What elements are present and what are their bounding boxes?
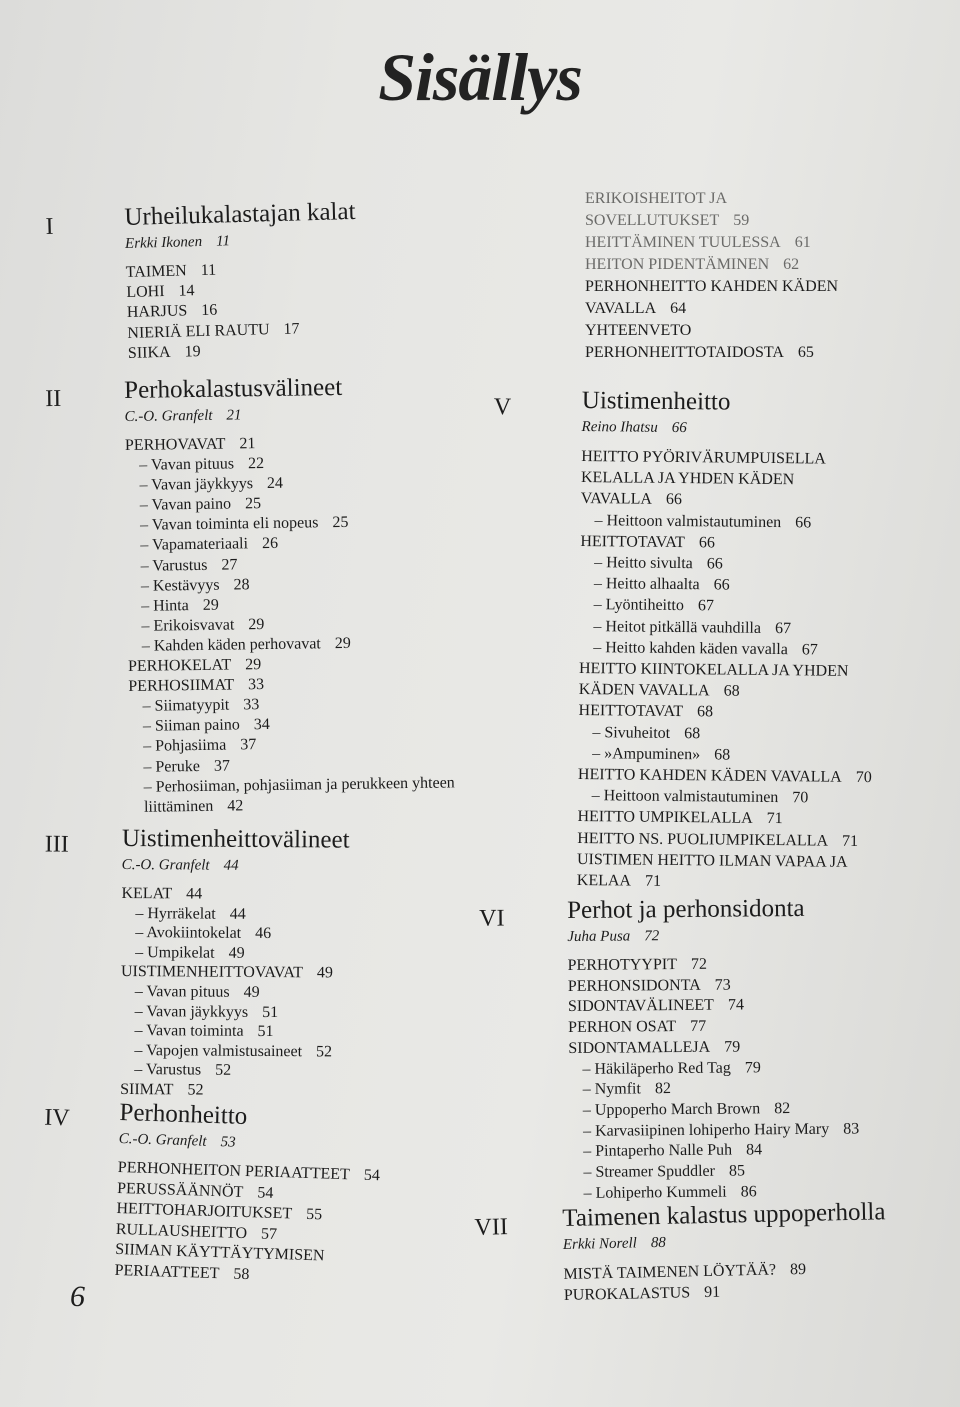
section-title: Perhokalastusvälineet [124,373,343,404]
entry-page: 68 [714,746,731,764]
entry-text: HEITTÄMINEN TUULESSA [585,234,781,251]
entry-text: – Avokiintokelat [135,924,242,943]
toc-entry [579,658,873,703]
toc-entry [579,637,873,661]
entry-text: PERHON OSAT [568,1018,677,1037]
entry-page: 34 [253,716,270,734]
toc-entry [578,700,872,724]
author-page: 88 [650,1234,667,1252]
page-heading: Sisällys [378,39,582,115]
toc-entry [569,1140,859,1163]
section-author [581,416,875,441]
entry-page: 59 [733,212,750,229]
entry-page: 51 [257,1023,274,1041]
entry-text: – Pohjasiima [143,737,227,756]
entry-text: – Häkiläperho Red Tag [582,1059,731,1078]
entry-page: 68 [684,724,701,742]
entry-text: – Lyöntiheitto [593,596,685,615]
entry-page: 44 [186,885,203,903]
entry-page: 33 [248,676,265,694]
entry-text: SIIMAN KÄYTTÄYTYMISEN PERIAATTEET [114,1240,325,1282]
entry-page: 52 [187,1081,204,1099]
entry-page: 49 [243,983,260,1001]
entry-page: 66 [706,555,723,573]
entry-page: 29 [202,596,219,614]
entry-page: 16 [201,302,218,320]
author-name: Erkki Norell [562,1235,638,1253]
entry-text: HEITON PIDENTÄMINEN [585,256,770,273]
entry-text: – Karvasiipinen lohiperho Hairy Mary [582,1120,830,1140]
section-title: Uistimenheittovälineet [121,825,350,854]
entry-page: 79 [744,1058,761,1076]
section-author [122,854,350,878]
entry-text: – Perhosiiman, pohjasiiman ja perukkeen yhteen liittäminen [143,774,455,816]
entry-page: 17 [283,320,300,338]
entry-page: 51 [262,1003,279,1021]
entry-text: – »Ampuminen» [592,744,701,764]
section-author [125,227,357,255]
toc-entry [585,320,838,364]
entry-page: 11 [200,261,217,280]
toc-entry [580,552,874,576]
entry-text: UISTIMENHEITTOVAVAT [120,963,303,982]
entry-page: 29 [248,615,265,634]
author-name: Juha Pusa [567,928,631,945]
entry-text: PERHOVAVAT [124,435,226,454]
author-name: Reino Ihatsu [581,418,658,436]
entry-page: 57 [260,1225,278,1243]
toc-entry [120,1080,348,1101]
entry-page: 22 [247,455,265,473]
toc-section [45,371,455,817]
entry-text: – Vapamateriaali [140,535,249,555]
entry-page: 73 [714,976,731,994]
entry-page: 52 [316,1043,333,1061]
entry-text: – Heitto alhaalta [593,575,700,594]
entry-page: 64 [670,300,687,317]
author-name: C.-O. Granfelt [118,1130,207,1150]
entry-page: 72 [690,955,708,973]
entry-page: 71 [766,810,783,828]
entry-page: 74 [727,996,745,1015]
entry-page: 25 [332,514,349,532]
entry-page: 55 [305,1205,323,1224]
entry-page: 67 [697,597,715,615]
author-page: 53 [220,1134,236,1151]
entry-text: – Vavan toiminta eli nopeus [139,514,319,535]
entry-text: HEITTO KAHDEN KÄDEN VAVALLA [577,766,842,786]
entry-text: – Umpikelat [135,943,215,962]
entry-text: PUROKALASTUS [563,1284,691,1304]
entry-text: – Kestävyys [140,576,220,595]
toc-entry [585,276,838,320]
toc-entry [585,232,838,254]
entry-page: 89 [789,1260,807,1279]
author-page: 44 [223,857,239,874]
toc-entry [120,1021,348,1042]
toc-section [479,893,860,1204]
toc-section [474,1197,887,1306]
entry-text: – Sivuheitot [592,723,671,742]
entry-page: 91 [703,1283,721,1302]
entry-page: 19 [184,342,201,361]
entry-text: SIIKA [127,343,171,362]
toc-entry [580,594,874,618]
toc-section [45,197,359,364]
entry-page: 82 [654,1080,671,1098]
entry-page: 42 [227,797,244,815]
section-title: Taimenen kalastus uppoperholla [562,1198,886,1232]
entry-page: 62 [783,256,800,273]
entry-page: 54 [363,1166,381,1185]
entry-text: – Siimatyypit [142,696,230,715]
toc-entry [568,995,858,1018]
entry-text: – Vavan jäykkyys [134,1002,249,1021]
entry-text: HEITTO PYÖRIVÄRUMPUISELLA KELALLA JA YHDEN KÄDEN VAVALLA [580,447,826,509]
toc-entry [577,806,871,830]
entry-text: HEITTOHARJOITUKSET [116,1199,293,1223]
section-numeral: II [45,385,62,413]
toc-entry [130,773,456,818]
toc-entry [121,904,349,925]
toc-entry [569,1160,859,1183]
author-page: 72 [644,928,660,945]
entry-text: HEITTOTAVAT [578,702,684,721]
entry-text: – Heittoon valmistautuminen [591,787,779,807]
entry-text: – Vavan jäykkyys [139,475,254,494]
entry-text: – Pintaperho Nalle Puh [583,1141,733,1161]
entry-text: – Varustus [140,556,208,575]
section-numeral: VI [479,905,505,932]
entry-text: PERHONHEITON PERIAATTEET [117,1158,351,1184]
entry-text: LOHI [126,283,165,302]
entry-text: PERHOTYYPIT [567,956,678,974]
entry-text: ERIKOISHEITOT JA SOVELLUTUKSET [585,190,728,229]
author-page: 11 [215,233,231,250]
entry-text: HEITTO UMPIKELALLA [577,808,753,828]
entry-text: NIERIÄ ELI RAUTU [127,320,270,342]
entry-text: HEITTO KIINTOKELALLA JA YHDEN KÄDEN VAVALLA [578,660,849,700]
entry-text: PERHOKELAT [127,656,232,676]
toc-entry [121,884,349,905]
author-name: Erkki Ikonen [124,233,203,252]
toc-entry [568,974,858,997]
toc-entry [569,1078,859,1101]
section-numeral: III [44,831,69,858]
entry-text: – Uppoperho March Brown [582,1100,761,1119]
toc-entry [568,953,858,976]
toc-entry [585,188,838,232]
toc-entry [577,828,871,852]
entry-page: 46 [255,925,272,943]
entry-page: 28 [233,575,250,594]
entry-page: 37 [240,736,257,754]
toc-entry [114,1240,377,1289]
entry-page: 84 [746,1141,763,1159]
entry-page: 86 [740,1183,757,1201]
entry-text: – Heitto kahden käden vavalla [593,638,788,658]
toc-entry [568,1036,858,1059]
entry-text: SIDONTAMALLEJA [568,1038,711,1057]
entry-page: 66 [713,576,730,594]
toc-entry [120,1041,348,1062]
entry-page: 66 [665,491,683,509]
entry-text: – Vavan paino [139,495,232,515]
entry-page: 68 [697,703,714,721]
entry-text: YHTEENVETO PERHONHEITTOTAIDOSTA [585,322,784,361]
entry-text: – Hinta [141,596,189,615]
entry-text: PERHONHEITTO KAHDEN KÄDEN VAVALLA [585,278,839,317]
entry-text: – Vavan pituus [134,983,230,1001]
entry-text: HEITTO NS. PUOLIUMPIKELALLA [577,829,829,850]
toc-entry [578,764,872,788]
author-page: 21 [226,407,242,424]
section-title: Perhonheitto [119,1098,248,1130]
entry-text: PERHOSIIMAT [128,676,235,696]
toc-entry [581,446,876,513]
section-numeral: V [493,394,512,421]
entry-text: – Nymfit [582,1080,641,1099]
author-name: C.-O. Granfelt [121,856,210,874]
section-author [124,401,449,428]
entry-text: – Peruke [143,757,201,776]
entry-text: SIIMAT [120,1080,174,1099]
section-title: Perhot ja perhonsidonta [567,894,805,924]
entry-page: 54 [257,1183,274,1202]
entry-text: SIDONTAVÄLINEET [567,997,715,1016]
toc-entry [585,254,838,276]
entry-page: 58 [233,1265,250,1283]
entry-page: 21 [239,435,256,453]
toc-entry [580,573,874,597]
entry-page: 71 [644,872,662,890]
toc-entry [121,923,349,944]
entry-page: 79 [724,1038,741,1056]
toc-section [493,386,876,894]
toc-entry [578,743,872,767]
entry-text: TAIMEN [125,262,187,281]
entry-page: 37 [213,757,231,775]
page-number: 6 [70,1280,85,1313]
entry-page: 66 [795,513,812,532]
toc-entry [121,943,349,964]
entry-page: 67 [801,641,818,659]
entry-page: 33 [243,696,260,714]
toc-entry [577,849,871,894]
entry-page: 49 [228,944,245,962]
entry-page: 29 [334,634,351,653]
entry-page: 68 [723,682,740,700]
entry-page: 61 [794,234,811,251]
section-numeral: I [45,213,54,241]
entry-text: MISTÄ TAIMENEN LÖYTÄÄ? [563,1261,777,1283]
entry-page: 66 [698,534,715,552]
toc-entry [578,785,872,809]
entry-text: – Heitto sivulta [594,554,693,573]
toc-section [43,1098,382,1289]
entry-text: – Vavan pituus [139,455,235,474]
toc-entry [121,962,349,983]
entry-text: – Varustus [134,1061,202,1079]
entry-text: HEITTOTAVAT [580,532,685,551]
toc-entry [568,1057,858,1080]
toc-entry [568,1016,858,1039]
toc-entry [580,531,874,555]
continuation-block [585,188,838,364]
entry-text: KELAT [121,884,173,903]
entry-page: 70 [855,768,872,787]
author-name: C.-O. Granfelt [124,407,213,425]
entry-page: 65 [797,344,814,361]
toc-entry [121,982,349,1003]
entry-page: 44 [229,905,246,923]
entry-page: 67 [774,619,792,637]
toc-entry [569,1119,859,1142]
toc-entry [120,1060,348,1081]
toc-entry [579,616,873,640]
entry-text: – Vavan toiminta [134,1022,244,1041]
entry-text: – Kahden käden perhovavat [141,635,321,655]
section-title: Uistimenheitto [581,386,731,416]
toc-entry [569,1098,859,1121]
entry-page: 82 [774,1099,791,1118]
entry-text: – Lohiperho Kummeli [583,1183,727,1202]
entry-page: 14 [178,282,195,300]
entry-text: – Siiman paino [142,716,240,736]
entry-page: 85 [728,1162,746,1180]
toc-entry [121,1002,349,1023]
entry-text: UISTIMEN HEITTO ILMAN VAPAA JA KELAA [576,850,848,890]
toc-entry [578,722,872,746]
toc-entry [580,510,874,534]
entry-text: – Heittoon valmistautuminen [594,511,782,531]
entry-text: – Heitot pitkällä vauhdilla [593,617,762,637]
entry-page: 71 [841,832,859,850]
entry-text: PERUSSÄÄNNÖT [116,1179,244,1201]
author-page: 66 [671,419,687,437]
section-author [567,923,857,948]
section-numeral: IV [43,1104,71,1132]
entry-page: 52 [215,1062,232,1080]
entry-page: 49 [316,964,333,982]
entry-page: 29 [245,656,262,674]
entry-page: 25 [244,495,262,513]
entry-page: 83 [843,1120,860,1138]
entry-text: – Vapojen valmistusaineet [134,1041,303,1061]
entry-text: – Erikoisvavat [141,616,235,635]
entry-page: 24 [266,474,284,493]
entry-text: RULLAUSHEITTO [115,1220,248,1242]
section-numeral: VII [474,1214,509,1241]
entry-page: 27 [221,555,238,574]
entry-text: – Streamer Spuddler [583,1162,716,1181]
entry-text: PERHONSIDONTA [567,976,701,995]
entry-text: HARJUS [126,302,188,322]
section-title: Urheilukalastajan kalat [124,197,356,231]
entry-page: 26 [261,535,279,553]
entry-page: 70 [792,789,809,807]
toc-section [44,824,350,1101]
entry-text: – Hyrräkelat [135,904,216,923]
entry-page: 77 [690,1017,707,1036]
